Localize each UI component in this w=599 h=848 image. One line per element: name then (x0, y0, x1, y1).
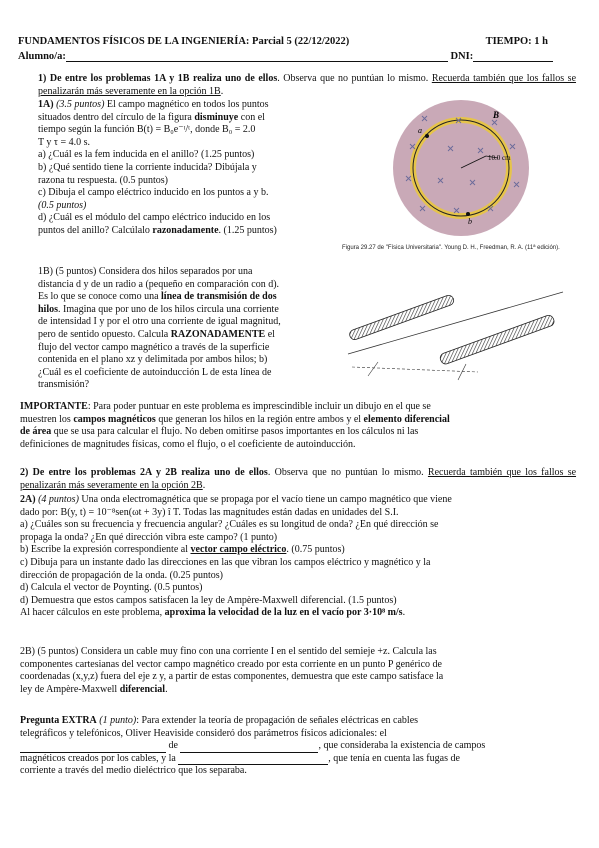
point-a (425, 134, 429, 138)
point-b-label: b (468, 217, 472, 226)
problem-1b: 1B) (5 puntos) Considera dos hilos separados por una distancia d y de un radio a (pequeño en comparación con d). Es lo que se conoce como una línea de transmisión de dos hilos. Imagina que por uno de los hilos circula una corriente de intensidad I y por el otro una corriente de igual magnitud, pero de sentido opuesto. Calcula RAZONADAMENTE el flujo del vector campo magnético a través de la superficie contenida en el plano xz y delimitada por ambos hilos; b) ¿Cuál es el coeficiente de autoinducción L de esta línea de transmisión? (38, 266, 281, 391)
wire-2 (439, 314, 556, 365)
distance-line (352, 367, 478, 372)
radius-label: 10.0 cm (488, 154, 511, 162)
dni-label: DNI: (450, 51, 474, 62)
problem-2a: 2A) (4 puntos) Una onda electromagnética que se propaga por el vacío tiene un campo magnético que viene dado por: B(y, t) = 10⁻⁸sen(ωt + 3y) î T. Todas las magnitudes están dadas en unidades del S.I. a) ¿Cuáles son su frecuencia y frecuencia angular? ¿Cuáles es su longitud de onda? ¿En qué dirección se propaga la onda? ¿En qué dirección vibra este campo? (1 punto) b) Escribe la expresión correspondiente al vector campo eléctrico. (0.75 puntos) c) Dibuja para un instante dado las direcciones en las que vibran los campos eléctrico y magnético y la dirección de propagación de la onda. (0.25 puntos) d) Calcula el vector de Poynting. (0.5 puntos) d) Demuestra que estos campos satisfacen la ley de Ampère-Maxwell diferencial. (1.5 puntos) Al hacer cálculos en este problema, aproxima la velocidad de la luz en el vacío por 3·10⁸ m/s. (20, 494, 452, 619)
two-wire-figure (338, 272, 574, 392)
exam-time: TIEMPO: 1 h (485, 36, 548, 47)
exam-header (18, 36, 578, 47)
blank-1[interactable] (20, 743, 166, 753)
student-line (18, 51, 578, 62)
problem-2b: 2B) (5 puntos) Considera un cable muy fino con una corriente I en el sentido del semieje +z. Calcula las componentes cartesianas del vector campo magnético creado por esta corriente en un punto P genérico de coordenadas (x,y,z) fuera del eje z y, a partir de estas componentes, demuestra que este campo satisface la ley de Ampère-Maxwell diferencial. (20, 646, 444, 695)
blank-2[interactable] (180, 743, 318, 753)
student-name-field[interactable] (66, 51, 448, 62)
section-2-intro: 2) De entre los problemas 2A y 2B realiza uno de ellos. Observa que no puntúan lo mismo. Recuerda también que los fallos se penalizarán más severamente en la opción 2B. (20, 467, 577, 491)
dni-field[interactable] (473, 51, 553, 62)
student-label: Alumno/a: (18, 51, 66, 62)
important-note: IMPORTANTE: Para poder puntuar en este problema es imprescindible incluir un dibujo en el que se muestren los campos magnéticos que generan los hilos en la región entre ambos y el elemento diferencial de área que se usa para calcular el flujo. No deben omitirse pasos importantes en los cálculos ni las definiciones de magnitudes físicas, como el flujo, o el coeficiente de autoinducción. (20, 401, 450, 450)
wire-1 (348, 294, 455, 341)
blank-3[interactable] (178, 755, 328, 765)
dimension-tick-1 (368, 362, 378, 376)
field-label-B: B (493, 110, 500, 120)
point-a-label: a (418, 126, 422, 135)
extra-question: Pregunta EXTRA (1 punto): Para extender la teoría de propagación de señales eléctricas en cables telegráficos y telefónicos, Oliver Heaviside consideró dos parámetros físicos adicionales: el de , que consideraba la existencia de campos magnéticos creados por los cables, y la , que tenía en cuenta las fugas de corriente a través del medio dieléctrico que los separaba. (20, 715, 486, 777)
dimension-tick-2 (458, 364, 466, 380)
exam-title: FUNDAMENTOS FÍSICOS DE LA INGENIERÍA: Parcial 5 (22/12/2022) (18, 36, 350, 47)
problem-1a: 1A) (3.5 puntos) El campo magnético en todos los puntos situados dentro del círculo de la figura disminuye con el tiempo según la función B(t) = B₀e⁻ᵗ/ᵗ, donde B₀ = 2.0 T y τ = 4.0 s. a) ¿Cuál es la fem inducida en el anillo? (1.25 puntos) b) ¿Qué sentido tiene la corriente inducida? Dibújala y razona tu respuesta. (0.5 puntos) c) Dibuja el campo eléctrico inducido en los puntos a y b. (0.5 puntos) d) ¿Cuál es el módulo del campo eléctrico inducido en los puntos del anillo? Calcúlalo razonadamente. (1.25 puntos) (38, 99, 277, 236)
figure-caption: Figura 29.27 de "Física Universitaria". Young D. H., Freedman, R. A. (11ª edición). (342, 245, 560, 251)
point-b (466, 212, 470, 216)
ring-figure (338, 96, 574, 246)
section-1-intro: 1) De entre los problemas 1A y 1B realiza uno de ellos. Observa que no puntúan lo mismo. Recuerda también que los fallos se penalizarán más severamente en la opción 1B. (38, 73, 577, 97)
